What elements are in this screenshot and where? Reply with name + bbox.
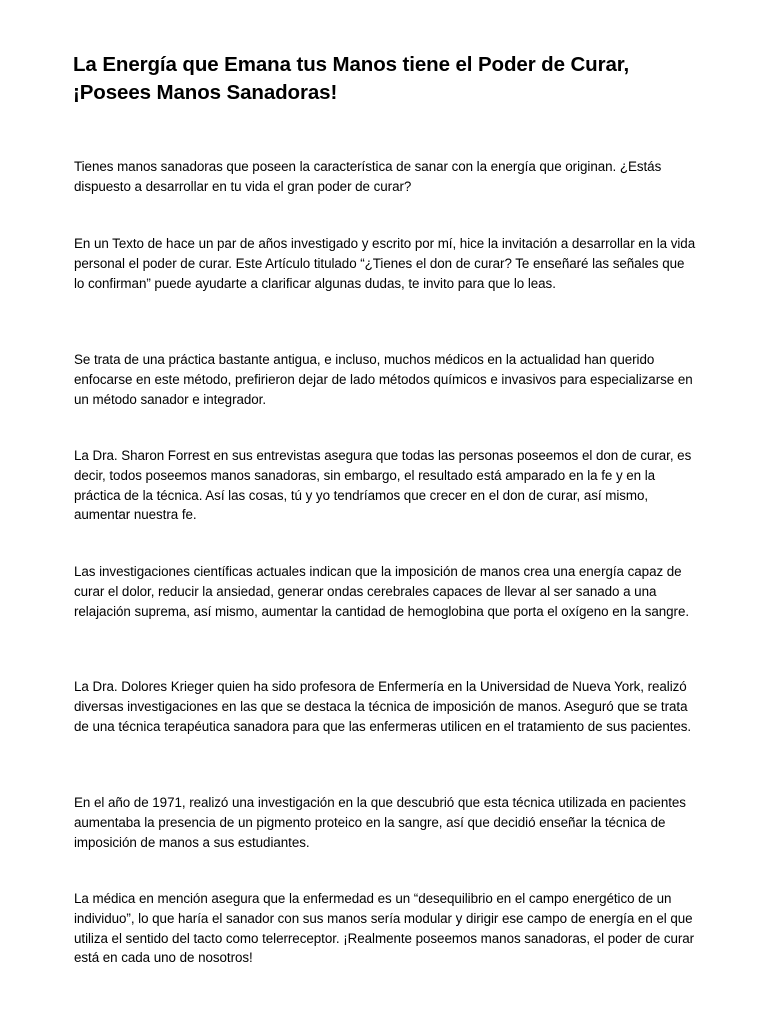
paragraph-6: La Dra. Dolores Krieger quien ha sido profesora de Enfermería en la Universidad de Nueva York, realizó diversas investigaciones en las que se destaca la técnica de imposición de manos. Aseguró que se trata de una técnica terapéutica sanadora para que las enfermeras utilicen en el tratamiento de sus pacientes. xyxy=(74,679,692,734)
paragraph-2: En un Texto de hace un par de años investigado y escrito por mí, hice la invitación a desarrollar en la vida personal el poder de curar. Este Artículo titulado “¿Tienes el don de curar? Te enseñaré las señales que lo confirman” puede ayudarte a clarificar algunas dudas, te invito para que lo leas. xyxy=(74,236,696,291)
paragraph-3: Se trata de una práctica bastante antigua, e incluso, muchos médicos en la actualidad han querido enfocarse en este método, prefirieron dejar de lado métodos químicos e invasivos para especializarse en un método sanador e integrador. xyxy=(74,352,693,407)
paragraph-4: La Dra. Sharon Forrest en sus entrevistas asegura que todas las personas poseemos el don de curar, es decir, todos poseemos manos sanadoras, sin embargo, el resultado está amparado en la fe y en la práctica de la técnica. Así las cosas, tú y yo tendríamos que crecer en el don de curar, así mismo, aumentar nuestra fe. xyxy=(74,448,692,523)
document-title: La Energía que Emana tus Manos tiene el Poder de Curar, ¡Posees Manos Sanadoras! xyxy=(73,53,630,104)
paragraph-5: Las investigaciones científicas actuales indican que la imposición de manos crea una energía capaz de curar el dolor, reducir la ansiedad, generar ondas cerebrales capaces de llevar al ser sanado a una relajación suprema, así mismo, aumentar la cantidad de hemoglobina que porta el oxígeno en la sangre. xyxy=(74,564,690,619)
paragraph-1: Tienes manos sanadoras que poseen la característica de sanar con la energía que originan. ¿Estás dispuesto a desarrollar en tu vida el gran poder de curar? xyxy=(74,159,662,194)
paragraph-7: En el año de 1971, realizó una investigación en la que descubrió que esta técnica utilizada en pacientes aumentaba la presencia de un pigmento proteico en la sangre, así que decidió enseñar la técnica de imposición de manos a sus estudiantes. xyxy=(74,795,686,850)
paragraph-8: La médica en mención asegura que la enfermedad es un “desequilibrio en el campo energético de un individuo”, lo que haría el sanador con sus manos sería modular y dirigir ese campo de energía en el que utiliza el sentido del tacto como telerreceptor. ¡Realmente poseemos manos sanadoras, el poder de curar está en cada uno de nosotros! xyxy=(74,891,695,966)
